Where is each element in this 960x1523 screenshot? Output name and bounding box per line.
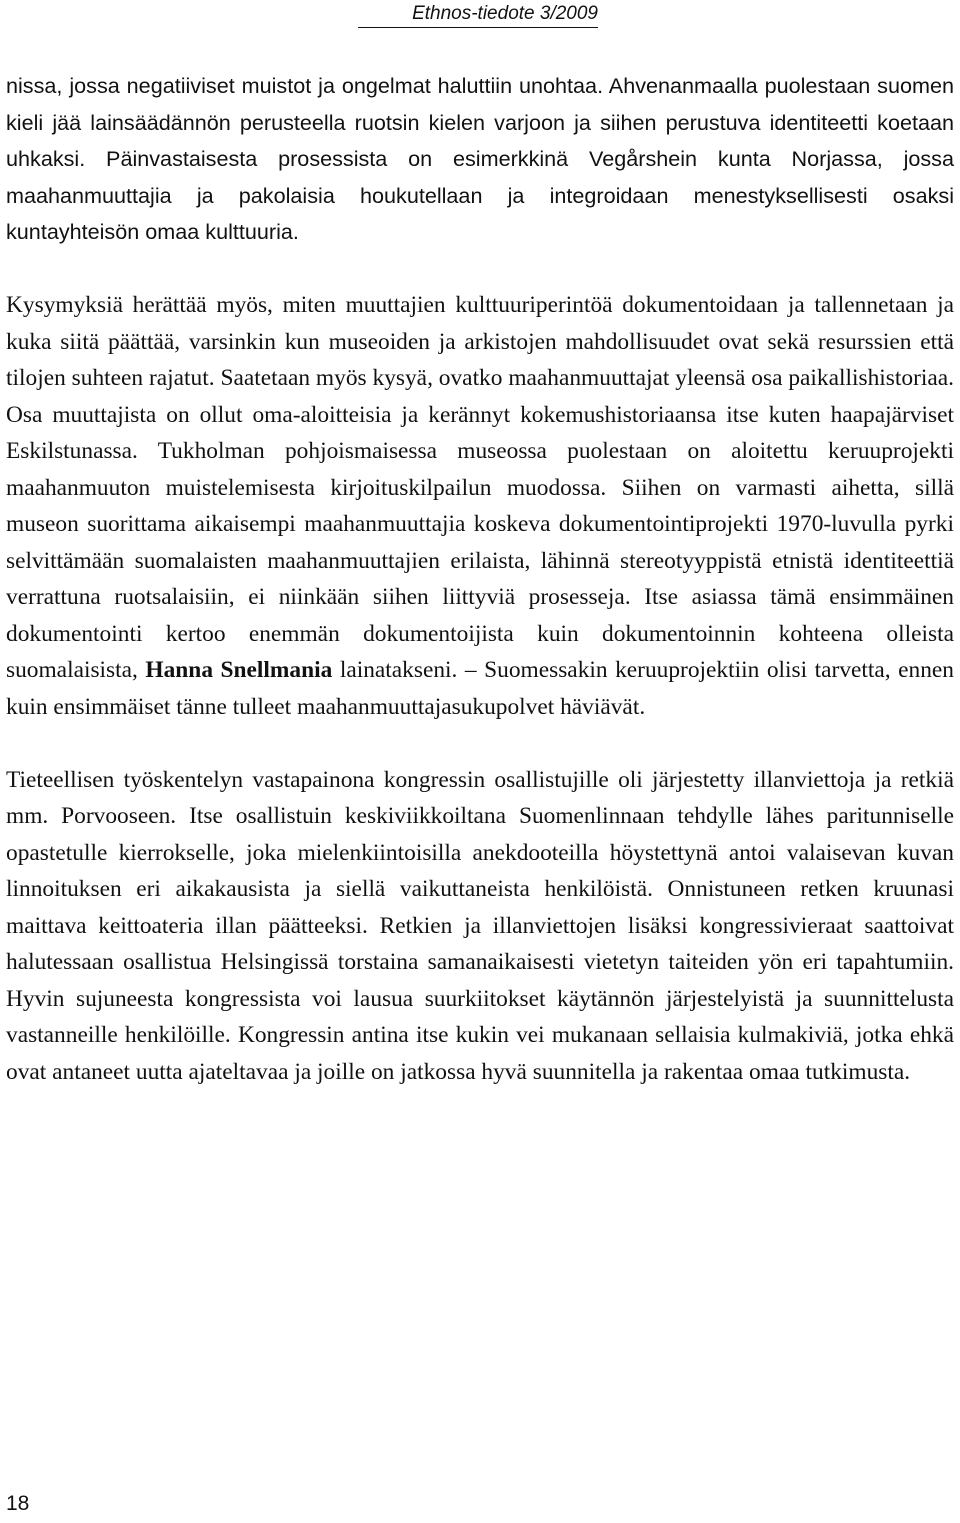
paragraph-2-text-before: Kysymyksiä herättää myös, miten muuttajien kulttuuriperintöä dokumentoidaan ja tallennetaan ja kuka siitä päättää, varsinkin kun museoiden ja arkistojen mahdollisuudet ovat sekä resurssien että tilojen suhteen rajatut. Saatetaan myös kysyä, ovatko maahanmuuttajat yleensä osa paikallishistoriaa. Osa muuttajista on ollut oma-aloitteisia ja kerännyt kokemushistoriaansa itse kuten haapajärviset Eskilstunassa. Tukholman pohjoismaisessa museossa puolestaan on aloitettu keruuprojekti maahanmuuton muistelemisesta kirjoituskilpailun muodossa. Siihen on varmasti aihetta, sillä museon suorittama aikaisempi maahanmuuttajia koskeva dokumentointiprojekti 1970-luvulla pyrki selvittämään suomalaisten maahanmuuttajien erilaista, lähinnä stereotyyppistä etnistä identiteettiä verrattuna ruotsalaisiin, ei niinkään siihen liittyviä prosesseja. Itse asiassa tämä ensimmäinen dokumentointi kertoo enemmän dokumentoijista kuin dokumentoinnin kohteena olleista suomalaisista,: [6, 292, 954, 683]
paragraph-3: Tieteellisen työskentelyn vastapainona kongressin osallistujille oli järjestetty illanviettoja ja retkiä mm. Porvooseen. Itse osallistuin keskiviikkoiltana Suomenlinnaan tehdylle lähes paritunniselle opastetulle kierrokselle, joka mielenkiintoisilla anekdooteilla höystettynä antoi valaisevan kuvan linnoituksen eri aikakausista ja siellä vaikuttaneista henkilöistä. Onnistuneen retken kruunasi maittava keittoateria illan päätteeksi. Retkien ja illanviettojen lisäksi kongressivieraat saattoivat halutessaan osallistua Helsingissä torstaina samanaikaisesti vietetyn taiteiden yön eri tapahtumiin. Hyvin sujuneesta kongressista voi lausua suurkiitokset käytännön järjestelyistä ja suunnittelusta vastanneille henkilöille. Kongressin antina itse kukin vei mukanaan sellaisia kulmakiviä, jotka ehkä ovat antaneet uutta ajateltavaa ja joille on jatkossa hyvä suunnitella ja rakentaa omaa tutkimusta.: [6, 766, 954, 1085]
cited-author-name: Hanna Snellmania: [145, 657, 333, 683]
running-header: Ethnos-tiedote 3/2009: [358, 2, 598, 28]
paragraph-1: nissa, jossa negatiiviset muistot ja ongelmat haluttiin unohtaa. Ahvenanmaalla puolestaan suomen kieli jää lainsäädännön perusteella ruotsin kielen varjoon ja siihen perustuva identiteetti koetaan uhkaksi. Päinvastaisesta prosessista on esimerkkinä Vegårshein kunta Norjassa, jossa maahanmuuttajia ja pakolaisia houkutellaan ja integroidaan menestyksellisesti osaksi kuntayhteisön omaa kulttuuria.: [6, 73, 954, 244]
article-body: [6, 68, 954, 1127]
paragraph-2: [6, 287, 954, 725]
paragraph-2-text-after: lainatakseni. – Suomessakin keruuprojektiin olisi tarvetta, ennen kuin ensimmäiset tänne tulleet maahanmuuttajasukupolvet häviävät.: [6, 657, 954, 720]
page-number: 18: [6, 1492, 30, 1515]
